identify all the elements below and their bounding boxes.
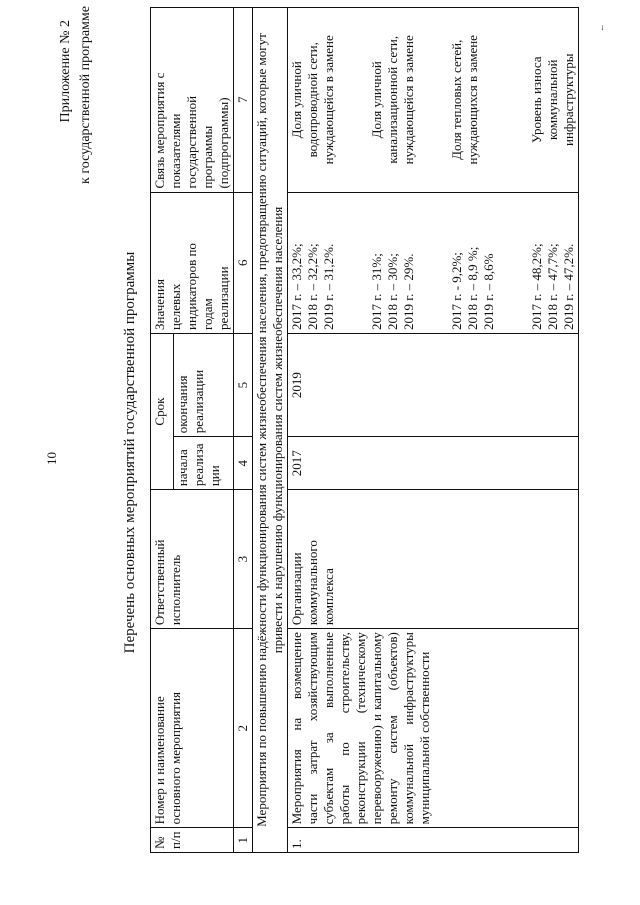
section-row [253, 8, 288, 853]
measure-start-year: 2017 [288, 437, 579, 490]
measure-executor: Организации коммунального комплекса [288, 490, 579, 629]
appendix-number: Приложение № 2 [58, 20, 73, 123]
column-number: 4 [234, 437, 253, 490]
appendix-reference: к государственной программе [78, 6, 93, 184]
column-number: 6 [234, 192, 253, 333]
column-number: 1 [234, 828, 253, 853]
measures-table [150, 7, 579, 853]
column-number: 2 [234, 629, 253, 828]
header-link: Связь мероприятия с показателями государственной программы (подпрограммы) [151, 8, 234, 193]
header-end: окончания реализации [173, 333, 233, 436]
header-name: Номер и наименование основного мероприятия [151, 629, 234, 828]
column-number: 3 [234, 490, 253, 629]
target-indicator-values: 2017 г. – 33,2%; 2018 г. – 32,2%; 2019 г. – 31,2%. 2017 г. – 31%; 2018 г. – 30%; 2019 г. – 29%. 2017 г. - 9,2%; 2018 г. – 8,9 %; 2019 г. – 8,6% 2017 г. – 48,2%; 2018 г. – 47,7%; 2019 г. – 47,2%. [288, 192, 579, 333]
scan-mark: ·̶ [598, 27, 609, 31]
table-row [288, 8, 579, 853]
header-num: № п/п [151, 828, 234, 853]
page-number: 10 [44, 452, 59, 465]
header-executor: Ответственный исполнитель [151, 490, 234, 629]
document-title: Перечень основных мероприятий государственной программы [122, 251, 138, 654]
column-numbers-row [234, 8, 253, 853]
section-title: Мероприятия по повышению надёжности функционирования систем жизнеобеспечения населения, предотвращению ситуаций, которые могут привести к нарушению функционирования систем жизнеобеспечения населения [253, 8, 288, 853]
column-number: 7 [234, 8, 253, 193]
header-values: Значения целевых индикаторов по годам реализации [151, 192, 234, 333]
measure-end-year: 2019 [288, 333, 579, 436]
program-indicator-link: Доля уличной водопроводной сети, нуждающейся в замене Доля уличной канализационной сети, нуждающейся в замене Доля тепловых сетей, нуждающихся в замене Уровень износа коммунальной инфраструктуры [288, 8, 579, 193]
measure-name: Мероприятия на возмещение части затрат хозяйствующим субъектам за выполненные работы по строительству, реконструкции (техническому перевооружению) и капитальному ремонту систем (объектов) коммунальной инфраструктуры муниципальной собственности [288, 629, 579, 828]
column-number: 5 [234, 333, 253, 436]
header-term: Срок [151, 333, 174, 489]
row-number: 1. [288, 828, 579, 853]
header-start: начала реализа ции [173, 437, 233, 490]
header-row-1 [151, 8, 174, 853]
